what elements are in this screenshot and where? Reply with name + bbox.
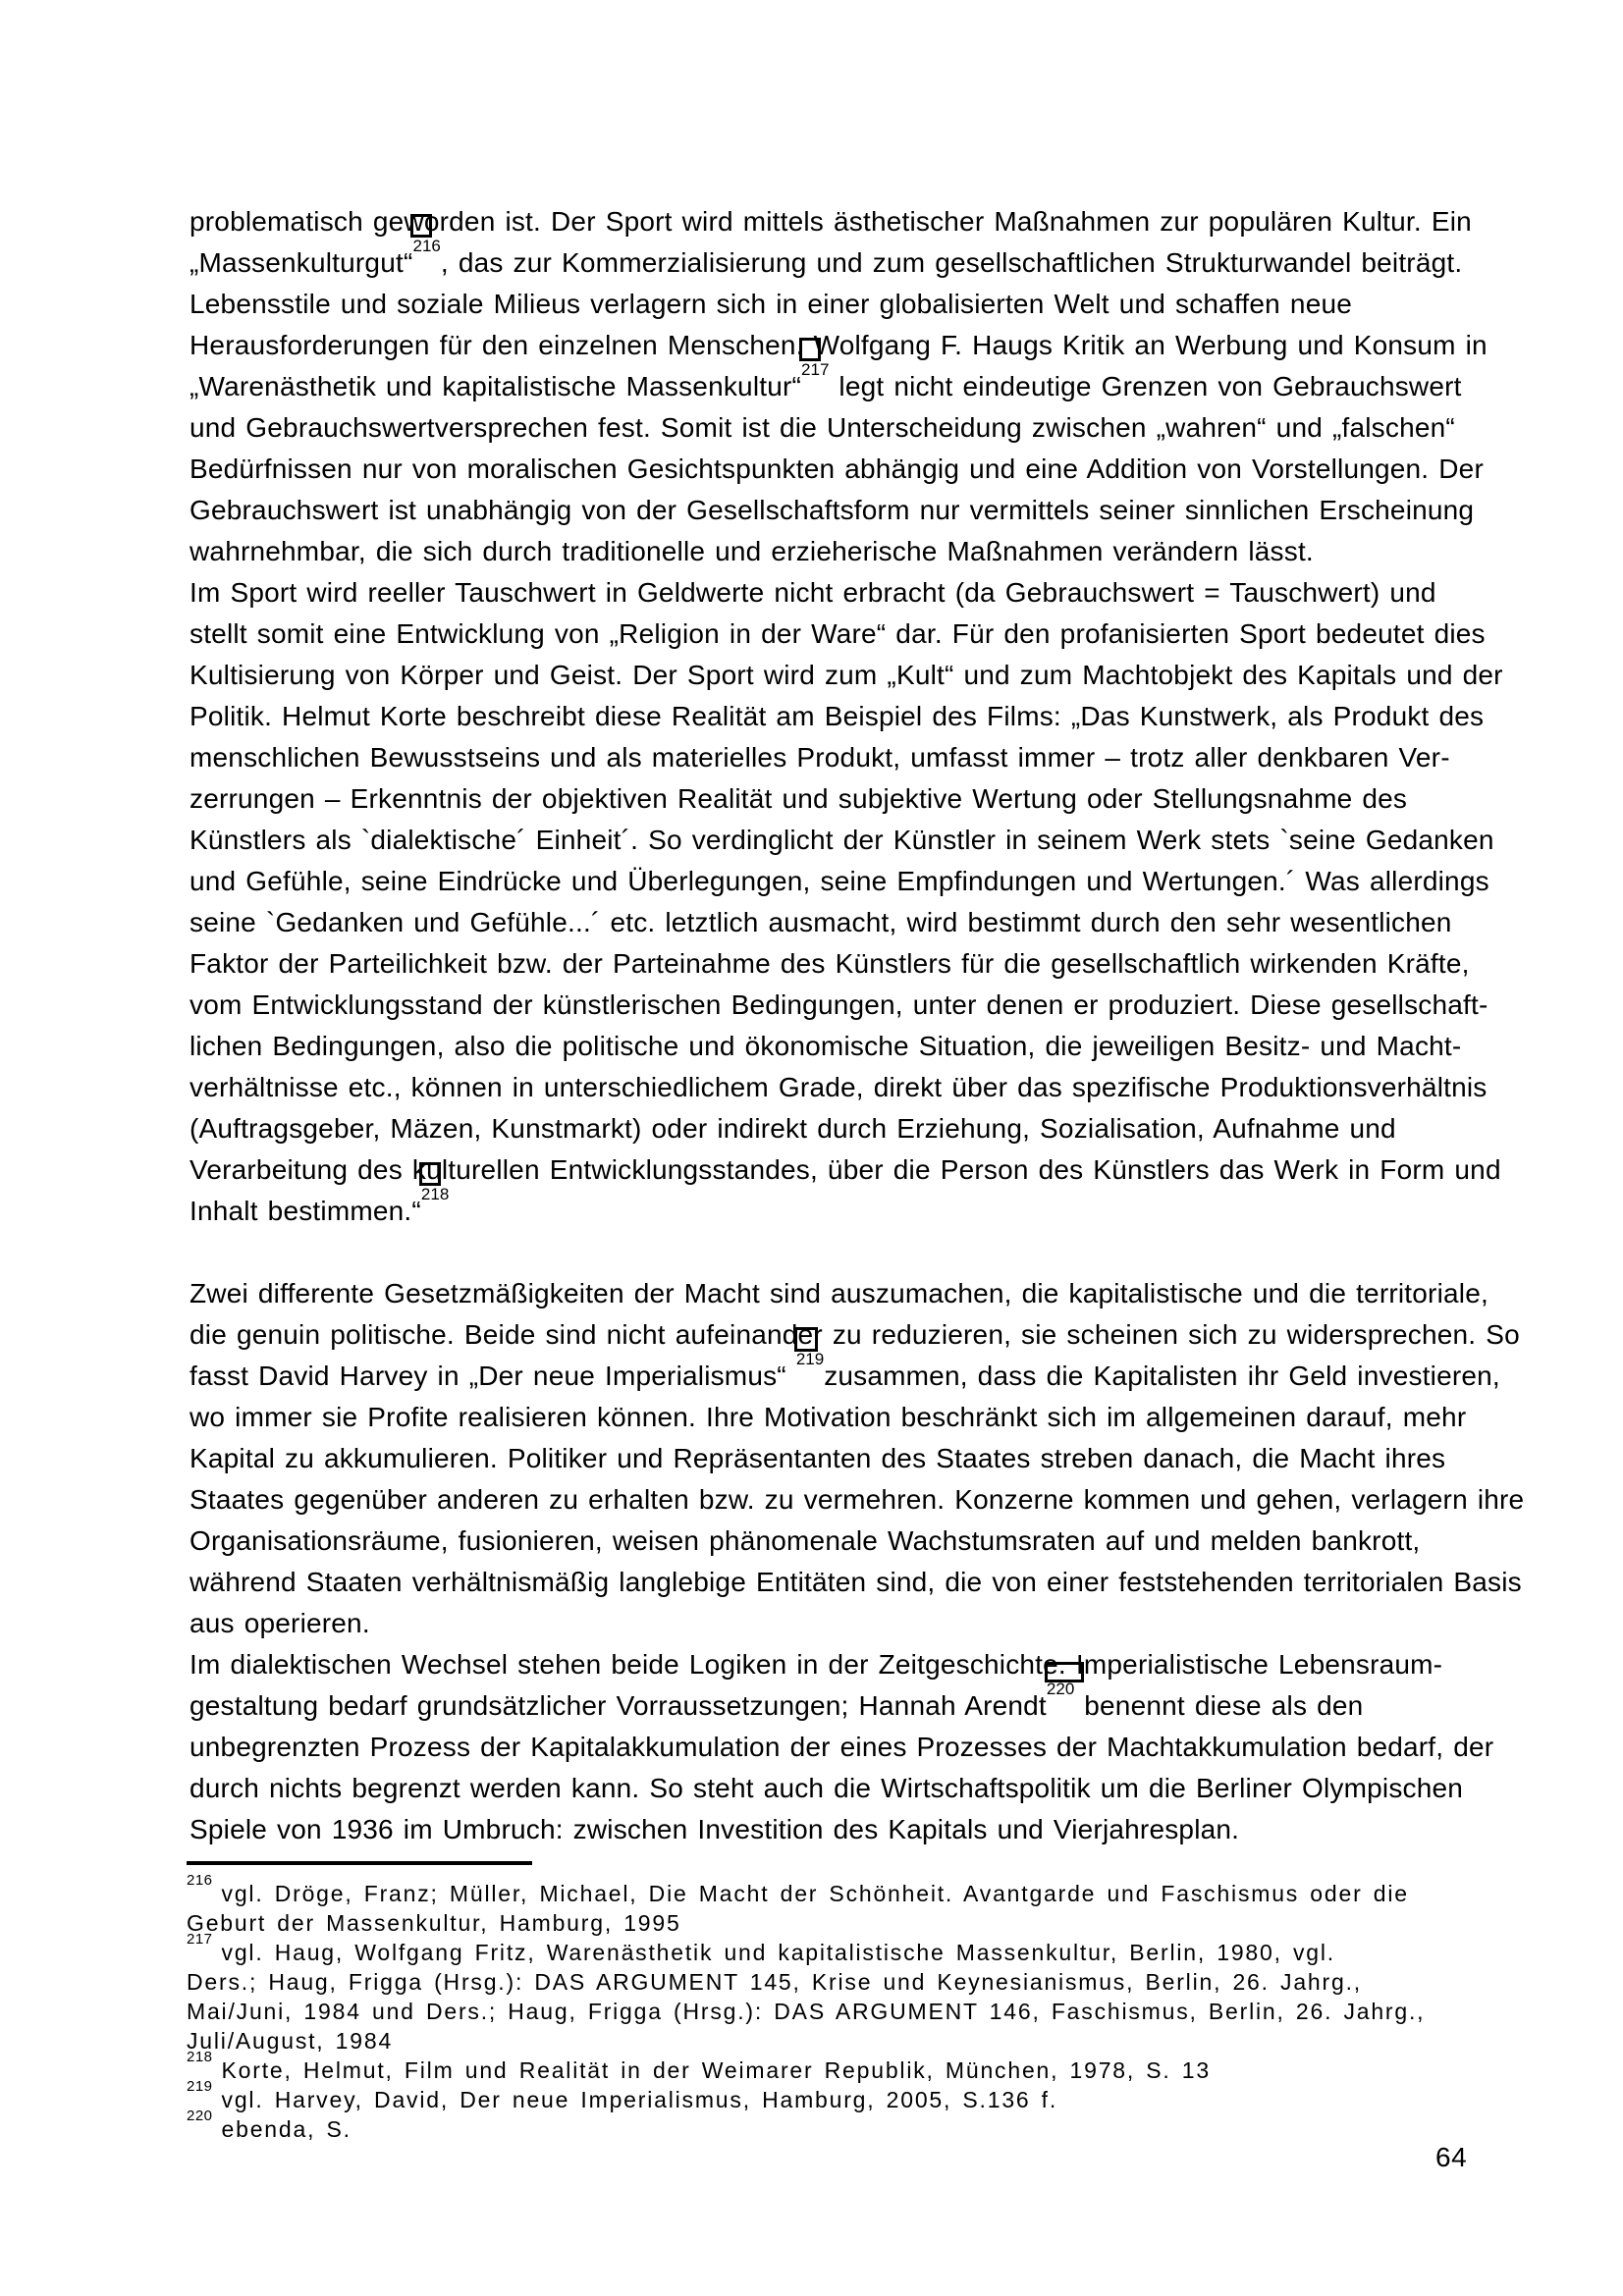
footnote-line: Mai/Juni, 1984 und Ders.; Haug, Frigga (Hrsg.): DAS ARGUMENT 146, Faschismus, Berlin, 26. Jahrg., (187, 1999, 1426, 2024)
frame-anchor-box (794, 1327, 818, 1352)
footnote-line: Geburt der Massenkultur, Hamburg, 1995 (187, 1910, 681, 1936)
body-text (189, 201, 1525, 1850)
text-line: Im Sport wird reeller Tauschwert in Geldwerte nicht erbracht (da Gebrauchswert = Tauschwert) und (189, 577, 1436, 608)
footnote-line: $^{220}$ebenda, S. (187, 2108, 352, 2142)
text-line: problematisch geworden ist. Der Sport wird mittels ästhetischer Maßnahmen zur populären Kultur. Ein (189, 206, 1472, 237)
footnotes (187, 1872, 1492, 2144)
text-line: Gebrauchswert ist unabhängig von der Gesellschaftsform nur vermittels seiner sinnlichen Erscheinung (189, 495, 1475, 525)
text-line: „Massenkulturgut“ $^{216}$, das zur Kommerzialisierung und zum gesellschaftlichen Strukturwandel beiträgt. (189, 242, 1456, 284)
text-line: und Gebrauchswertversprechen fest. Somit ist die Unterscheidung zwischen „wahren“ und „falschen“ (189, 412, 1455, 443)
footnote-ref (1046, 1679, 1075, 1727)
frame-anchor-box (410, 214, 432, 238)
footnote-number: 219 (187, 2078, 213, 2096)
footnote-ref-number: 220 (1046, 1679, 1075, 1698)
text-line: die genuin politische. Beide sind nicht aufeinander zu reduzieren, sie scheinen sich zu widersprechen. So (189, 1319, 1520, 1350)
text-line: stellt somit eine Entwicklung von „Religion in der Ware“ dar. Für den profanisierten Sport bedeutet dies (189, 618, 1486, 649)
footnote-line: $^{217}$vgl. Haug, Wolfgang Fritz, Warenästhetik und kapitalistische Massenkultur, Berlin, 1980, vgl. (187, 1931, 1335, 1965)
text-line: Künstlers als `dialektische´ Einheit´. So verdinglicht der Künstler in seinem Werk stets `seine Gedanken (189, 825, 1494, 855)
paragraph (189, 1273, 1525, 1644)
footnote-ref-number: 217 (801, 359, 830, 379)
text-line: aus operieren. (189, 1608, 370, 1638)
footnote-separator (187, 1861, 532, 1865)
footnote-ref-number: 218 (420, 1184, 450, 1203)
text-line: Verarbeitung des kulturellen Entwicklungsstandes, über die Person des Künstlers das Werk in Form und (189, 1154, 1501, 1185)
footnote-number: 217 (187, 1931, 213, 1949)
footnote-ref (420, 1184, 450, 1232)
text-line: menschlichen Bewusstseins und als materielles Produkt, umfasst immer – trotz aller denkbaren Ver- (189, 742, 1450, 773)
text-line: Kultisierung von Körper und Geist. Der Sport wird zum „Kult“ und zum Machtobjekt des Kapitals und der (189, 660, 1503, 690)
paragraph (189, 572, 1503, 1232)
text-line: vom Entwicklungsstand der künstlerischen Bedingungen, unter denen er produziert. Diese gesellschaft- (189, 989, 1488, 1020)
footnote-number: 218 (187, 2049, 213, 2066)
text-line: Bedürfnissen nur von moralischen Gesichtspunkten abhängig und eine Addition von Vorstellungen. Der (189, 454, 1484, 484)
frame-anchor-box (419, 1162, 441, 1186)
footnote-line: Ders.; Haug, Frigga (Hrsg.): DAS ARGUMENT 145, Krise und Keynesianismus, Berlin, 26. Jahrg., (187, 1969, 1362, 1995)
footnote-line: $^{218}$Korte, Helmut, Film und Realität in der Weimarer Republik, München, 1978, S. 13 (187, 2049, 1211, 2083)
text-line: seine `Gedanken und Gefühle...´ etc. letztlich ausmacht, wird bestimmt durch den sehr wesentlichen (189, 907, 1452, 937)
footnote-ref-number: 219 (795, 1349, 825, 1368)
text-line: Herausforderungen für den einzelnen Menschen. Wolfgang F. Haugs Kritik an Werbung und Konsum in (189, 330, 1488, 360)
text-line: verhältnisse etc., können in unterschiedlichem Grade, direkt über das spezifische Produktionsverhältnis (189, 1072, 1488, 1102)
text-line: Kapital zu akkumulieren. Politiker und Repräsentanten des Staates streben danach, die Macht ihres (189, 1443, 1446, 1473)
page-number: 64 (1435, 2142, 1468, 2172)
paragraph (189, 201, 1488, 572)
text-line: „Warenästhetik und kapitalistische Massenkultur“ $^{217}$ legt nicht eindeutige Grenzen von Gebrauchswert (189, 366, 1456, 407)
text-line: durch nichts begrenzt werden kann. So steht auch die Wirtschaftspolitik um die Berliner Olympischen (189, 1773, 1464, 1803)
text-line: lichen Bedingungen, also die politische und ökonomische Situation, die jeweiligen Besitz- und Macht- (189, 1031, 1462, 1061)
footnote-ref-number: 216 (412, 236, 441, 255)
text-line: wo immer sie Profite realisieren können. Ihre Motivation beschränkt sich im allgemeinen darauf, mehr (189, 1402, 1467, 1432)
text-line: wahrnehmbar, die sich durch traditionelle und erzieherische Maßnahmen verändern lässt. (189, 536, 1314, 566)
footnote-line: $^{216}$vgl. Dröge, Franz; Müller, Michael, Die Macht der Schönheit. Avantgarde und Faschismus oder die (187, 1872, 1409, 1906)
text-line: Im dialektischen Wechsel stehen beide Logiken in der Zeitgeschichte. Imperialistische Lebensraum- (189, 1649, 1443, 1680)
text-line: Staates gegenüber anderen zu erhalten bzw. zu vermehren. Konzerne kommen und gehen, verlagern ihre (189, 1484, 1525, 1515)
text-line: (Auftragsgeber, Mäzen, Kunstmarkt) oder indirekt durch Erziehung, Sozialisation, Aufnahme und (189, 1113, 1396, 1144)
footnote-number: 216 (187, 1872, 213, 1890)
text-line: zerrungen – Erkenntnis der objektiven Realität und subjektive Wertung oder Stellungsnahme des (189, 783, 1408, 814)
text-line: Spiele von 1936 im Umbruch: zwischen Investition des Kapitals und Vierjahresplan. (189, 1814, 1240, 1844)
text-line: und Gefühle, seine Eindrücke und Überlegungen, seine Empfindungen und Wertungen.´ Was allerdings (189, 866, 1489, 896)
text-line: Lebensstile und soziale Milieus verlagern sich in einer globalisierten Welt und schaffen neue (189, 289, 1353, 319)
text-line: Faktor der Parteilichkeit bzw. der Parteinahme des Künstlers für die gesellschaftlich wirkenden Kräfte, (189, 948, 1470, 979)
frame-anchor-box (799, 338, 821, 361)
text-line: Organisationsräume, fusionieren, weisen phänomenale Wachstumsraten auf und melden bankrott, (189, 1525, 1421, 1556)
footnote-ref (801, 359, 830, 407)
footnote-ref (795, 1349, 825, 1397)
text-line: fasst David Harvey in „Der neue Imperialismus“ $^{219}$zusammen, dass die Kapitalisten ihr Geld investieren, (189, 1356, 1456, 1397)
footnote-ref (412, 236, 441, 284)
text-line: unbegrenzten Prozess der Kapitalakkumulation der eines Prozesses der Machtakkumulation bedarf, der (189, 1732, 1494, 1762)
text-line: Zwei differente Gesetzmäßigkeiten der Macht sind auszumachen, die kapitalistische und die territoriale, (189, 1278, 1488, 1308)
footnote-number: 220 (187, 2108, 213, 2125)
text-line: Politik. Helmut Korte beschreibt diese Realität am Beispiel des Films: „Das Kunstwerk, als Produkt des (189, 701, 1485, 731)
footnote-line: $^{219}$vgl. Harvey, David, Der neue Imperialismus, Hamburg, 2005, S.136 f. (187, 2078, 1058, 2112)
text-line: gestaltung bedarf grundsätzlicher Vorraussetzungen; Hannah Arendt $^{220}$ benennt diese als den (189, 1685, 1456, 1727)
footnote-line: Juli/August, 1984 (187, 2028, 394, 2054)
paragraph (189, 1644, 1494, 1850)
text-line: Inhalt bestimmen.“ $^{218}$ (189, 1191, 1456, 1232)
text-line: während Staaten verhältnismäßig langlebige Entitäten sind, die von einer feststehenden territorialen Basis (189, 1567, 1522, 1597)
